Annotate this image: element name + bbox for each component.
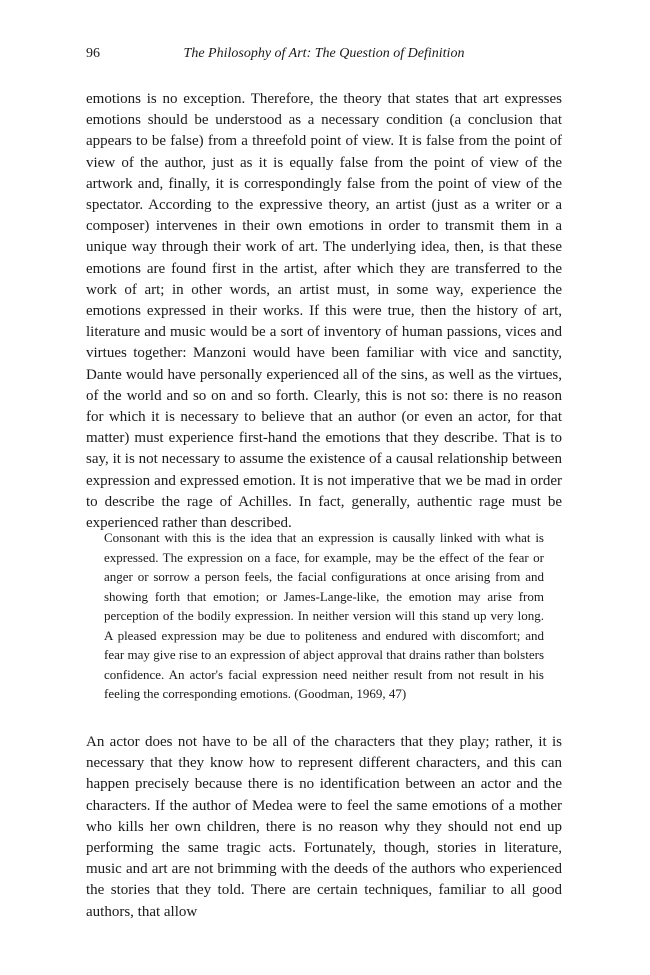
running-header bbox=[86, 44, 562, 64]
body-paragraph: An actor does not have to be all of the characters that they play; rather, it is necessary that they know how to represent different characters, and this can happen precisely because there is no identification between an actor and the characters. If the author of Medea were to feel the same emotions of a mother who kills her own children, there is no reason why they should not end up performing the same tragic acts. Fortunately, though, stories in literature, music and art are not brimming with the deeds of the authors who experienced the stories that they told. There are certain techniques, familiar to all good authors, that allow bbox=[86, 734, 562, 920]
block-quote: Consonant with this is the idea that an expression is causally linked with what is expressed. The expression on a face, for example, may be the effect of the fear or anger or sorrow a person feels, the facial configurations at once arising from and showing forth that emotion; or James-Lange-like, the emotion may arise from perception of the bodily expression. In neither version will this stand up very long. A pleased expression may be due to politeness and endured with discomfort; and fear may give rise to an expression of abject approval that drains rather than bolsters confidence. An actor's facial expression need neither result from not result in his feeling the corresponding emotions. (Goodman, 1969, 47) bbox=[104, 530, 544, 701]
running-title: The Philosophy of Art: The Question of Definition bbox=[183, 46, 465, 61]
page-number: 96 bbox=[86, 46, 100, 61]
body-paragraph: emotions is no exception. Therefore, the theory that states that art expresses emotions should be understood as a necessary condition (a conclusion that appears to be false) from a threefold point of view. It is false from the point of view of the author, just as it is equally false from the point of view of the artwork and, finally, it is correspondingly false from the point of view of the spectator. According to the expressive theory, an artist (just as a writer or a composer) intervenes in their own emotions in order to transmit them in a unique way through their work of art. The underlying idea, then, is that these emotions are found first in the artist, after which they are transferred to the work of art; in other words, an artist must, in some way, experience the emotions expressed in their works. If this were true, then the history of art, literature and music would be a sort of inventory of human passions, vices and virtues together: Manzoni would have been familiar with vice and sanctity, Dante would have personally experienced all of the sins, as well as the virtues, of the world and so on and so forth. Clearly, this is not so: there is no reason for which it is necessary to believe that an author (or even an actor, for that matter) must experience first-hand the emotions that they describe. That is to say, it is not necessary to assume the existence of a causal relationship between expression and expressed emotion. It is not imperative that we be mad in order to describe the rage of Achilles. In fact, generally, authentic rage must be experienced rather than described. bbox=[86, 91, 562, 532]
